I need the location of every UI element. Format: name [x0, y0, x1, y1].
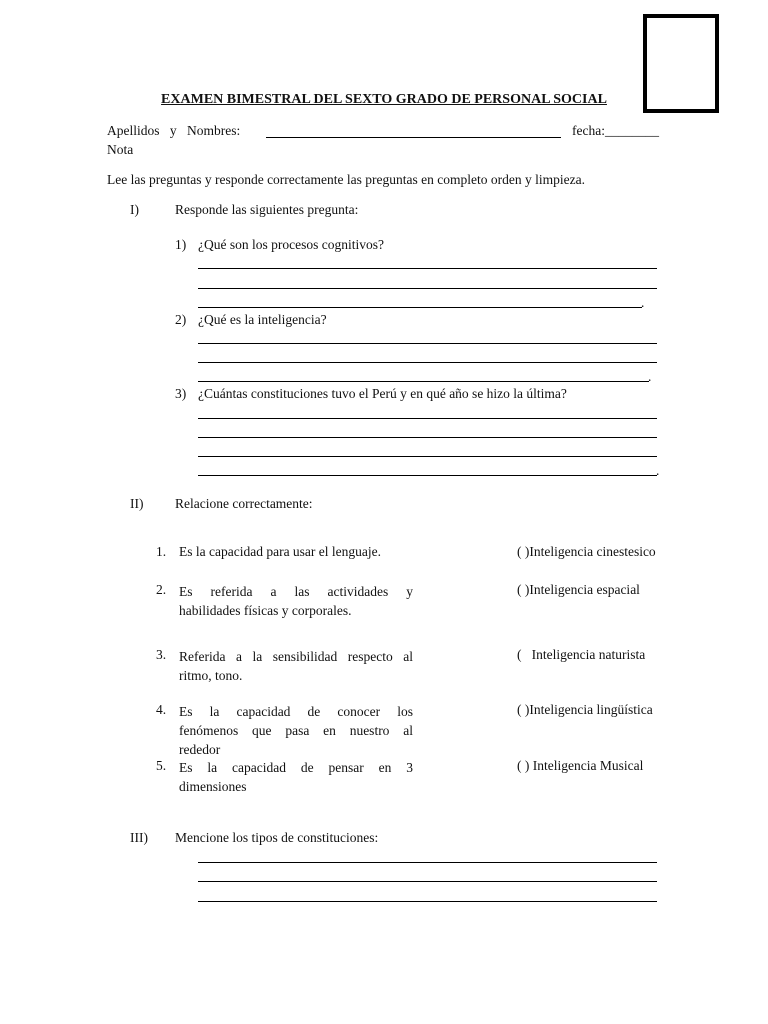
name-field[interactable]	[266, 137, 561, 138]
date-label: fecha:________	[572, 123, 659, 138]
match-item-number: 3.	[156, 647, 167, 662]
answer-line[interactable]	[198, 268, 657, 269]
question-number: 1)	[175, 237, 187, 252]
answer-line[interactable]	[198, 901, 657, 902]
question-text: ¿Qué es la inteligencia?	[198, 312, 327, 327]
question-text: ¿Cuántas constituciones tuvo el Perú y en qué año se hizo la última?	[198, 386, 567, 401]
grade-label: Nota	[107, 142, 134, 157]
match-item-text: Referida a la sensibilidad respecto al ritmo, tono.	[179, 649, 413, 683]
exam-title: EXAMEN BIMESTRAL DEL SEXTO GRADO DE PERSONAL SOCIAL	[161, 92, 607, 107]
match-item-text: Es la capacidad para usar el lenguaje.	[179, 544, 382, 559]
match-option: ( Inteligencia naturista	[517, 647, 646, 662]
answer-line[interactable]	[198, 881, 657, 882]
question-text: ¿Qué son los procesos cognitivos?	[198, 237, 384, 252]
section1-numeral: I)	[130, 202, 139, 217]
match-item-number: 5.	[156, 758, 167, 773]
answer-line[interactable]	[198, 343, 657, 344]
match-option: ( )Inteligencia espacial	[517, 582, 640, 597]
match-option: ( )Inteligencia lingüística	[517, 702, 653, 717]
date-field[interactable]: ________	[604, 123, 659, 138]
match-item-text: Es la capacidad de conocer los fenómenos que pasa en nuestro al rededor	[179, 704, 413, 757]
answer-line[interactable]	[198, 307, 642, 308]
section2-numeral: II)	[130, 496, 144, 511]
answer-line[interactable]	[198, 418, 657, 419]
section3-numeral: III)	[130, 830, 148, 845]
answer-period: .	[656, 463, 660, 478]
question-number: 3)	[175, 386, 187, 401]
name-label: Apellidos y Nombres:	[107, 123, 241, 138]
answer-line[interactable]	[198, 381, 649, 382]
section2-heading: Relacione correctamente:	[175, 496, 313, 511]
answer-line[interactable]	[198, 475, 657, 476]
answer-line[interactable]	[198, 362, 657, 363]
match-item-text: Es referida a las actividades y habilidades físicas y corporales.	[179, 584, 413, 618]
match-item-number: 1.	[156, 544, 167, 559]
match-option: ( )Inteligencia cinestesico	[517, 544, 656, 559]
answer-period: .	[641, 295, 645, 310]
answer-line[interactable]	[198, 862, 657, 863]
instructions: Lee las preguntas y responde correctamente las preguntas en completo orden y limpieza.	[107, 172, 585, 187]
match-option: ( ) Inteligencia Musical	[517, 758, 644, 773]
section1-heading: Responde las siguientes pregunta:	[175, 202, 359, 217]
answer-line[interactable]	[198, 456, 657, 457]
answer-period: .	[648, 369, 652, 384]
match-item-number: 4.	[156, 702, 167, 717]
answer-line[interactable]	[198, 437, 657, 438]
match-item-number: 2.	[156, 582, 167, 597]
question-number: 2)	[175, 312, 187, 327]
section3-heading: Mencione los tipos de constituciones:	[175, 830, 379, 845]
match-item-text: Es la capacidad de pensar en 3 dimensiones	[179, 760, 413, 794]
answer-line[interactable]	[198, 288, 657, 289]
